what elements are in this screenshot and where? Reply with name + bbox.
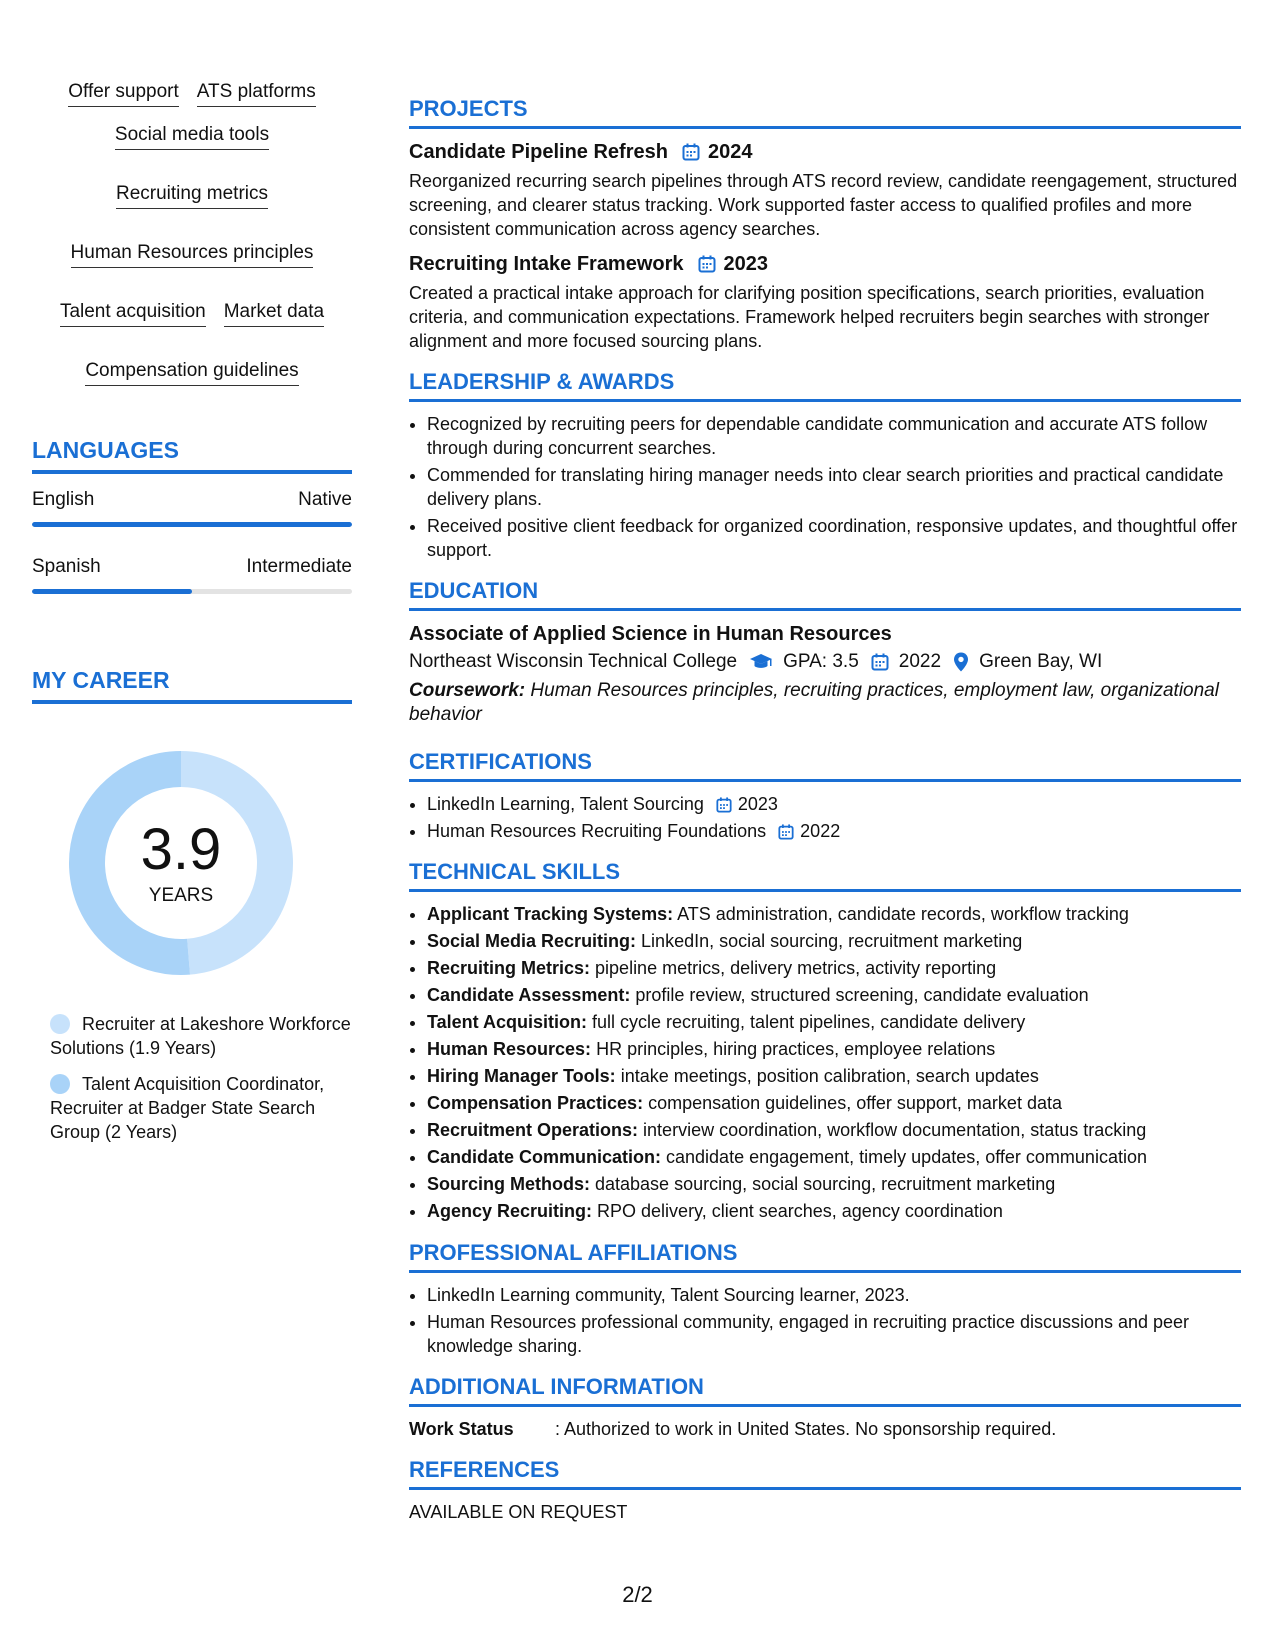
- skill-tag: Compensation guidelines: [85, 359, 298, 386]
- left-column: [32, 80, 352, 1156]
- skill-text: HR principles, hiring practices, employee relations: [591, 1039, 996, 1059]
- references-section: [409, 1457, 1241, 1524]
- language-proficiency-fill: [32, 589, 192, 594]
- certification-year: 2023: [737, 794, 778, 814]
- list-item: [427, 1199, 1241, 1224]
- affiliations-list: [409, 1283, 1241, 1358]
- affiliations-heading: PROFESSIONAL AFFILIATIONS: [409, 1240, 1241, 1273]
- skill-text: database sourcing, social sourcing, recruitment marketing: [590, 1174, 1056, 1194]
- list-item: [427, 1064, 1241, 1089]
- career-total-years: 3.9: [140, 817, 222, 882]
- list-item: [427, 1172, 1241, 1197]
- certifications-heading: CERTIFICATIONS: [409, 749, 1241, 782]
- education-section: [409, 578, 1241, 727]
- calendar-icon: [716, 797, 732, 813]
- skill-text: compensation guidelines, offer support, market data: [643, 1093, 1062, 1113]
- career-role-label: Talent Acquisition Coordinator, Recruiter at Badger State Search Group (2 Years): [50, 1074, 325, 1142]
- skill-text: ATS administration, candidate records, workflow tracking: [673, 904, 1129, 924]
- certifications-section: [409, 749, 1241, 843]
- list-item: • Human Resources professional community, engaged in recruiting practice discussions and peer knowledge sharing.: [427, 1310, 1241, 1358]
- skill-text: intake meetings, position calibration, search updates: [615, 1066, 1039, 1086]
- list-item: [427, 902, 1241, 927]
- career-legend-item: [50, 1012, 352, 1060]
- list-item: • Recognized by recruiting peers for dependable candidate communication and accurate ATS follow through during concurrent searches.: [427, 412, 1241, 460]
- calendar-icon: [698, 255, 716, 273]
- project-description: Created a practical intake approach for clarifying position specifications, search priorities, evaluation criteria, and communication expectations. Framework helped recruiters begin searches with stronger alignment and more focused sourcing plans.: [409, 283, 1210, 351]
- career-section: [32, 666, 352, 1144]
- career-legend-item: [50, 1072, 352, 1144]
- right-column: [409, 96, 1241, 1540]
- skill-label: Candidate Communication:: [427, 1147, 662, 1167]
- calendar-icon: [778, 824, 794, 840]
- leadership-list: [409, 412, 1241, 562]
- affiliations-section: [409, 1240, 1241, 1358]
- language-level: Intermediate: [246, 556, 352, 577]
- legend-dot-icon: [50, 1074, 70, 1094]
- coursework-text: Human Resources principles, recruiting practices, employment law, organizational behavior: [409, 680, 1219, 725]
- project-title: Candidate Pipeline Refresh: [409, 141, 668, 163]
- skill-label: Compensation Practices:: [427, 1093, 644, 1113]
- skill-tag: Human Resources principles: [71, 241, 314, 268]
- list-item: [427, 1091, 1241, 1116]
- list-item: [427, 1010, 1241, 1035]
- references-heading: REFERENCES: [409, 1457, 1241, 1490]
- skill-label: Recruiting Metrics:: [427, 958, 591, 978]
- projects-heading: PROJECTS: [409, 96, 1241, 129]
- skill-text: RPO delivery, client searches, agency coordination: [592, 1201, 1003, 1221]
- list-item: [427, 819, 1241, 843]
- education-coursework: [409, 679, 1241, 727]
- skill-text: candidate engagement, timely updates, offer communication: [661, 1147, 1147, 1167]
- skill-tag: Recruiting metrics: [116, 182, 268, 209]
- language-name: English: [32, 489, 95, 510]
- career-legend: [32, 1012, 352, 1144]
- additional-info-section: [409, 1374, 1241, 1441]
- skill-label: Human Resources:: [427, 1039, 592, 1059]
- education-school: Northeast Wisconsin Technical College: [409, 651, 738, 672]
- education-year: 2022: [898, 651, 942, 672]
- list-item: [427, 929, 1241, 954]
- career-heading: MY CAREER: [32, 666, 352, 704]
- list-item: [427, 792, 1241, 816]
- skill-tag: ATS platforms: [197, 80, 316, 107]
- education-location: Green Bay, WI: [979, 651, 1103, 672]
- language-level: Native: [298, 489, 352, 510]
- skill-label: Sourcing Methods:: [427, 1174, 590, 1194]
- certification-year: 2022: [800, 821, 841, 841]
- references-text: AVAILABLE ON REQUEST: [409, 1502, 628, 1522]
- skill-tag: Talent acquisition: [60, 300, 206, 327]
- legend-dot-icon: [50, 1014, 70, 1034]
- career-donut-chart: [66, 748, 296, 978]
- project-title: Recruiting Intake Framework: [409, 253, 684, 275]
- language-proficiency-bar: [32, 589, 352, 594]
- coursework-label: Coursework:: [409, 680, 526, 701]
- skill-label: Recruitment Operations:: [427, 1120, 639, 1140]
- work-status-value: : Authorized to work in United States. No sponsorship required.: [555, 1419, 1057, 1439]
- calendar-icon: [682, 143, 700, 161]
- technical-skills-heading: TECHNICAL SKILLS: [409, 859, 1241, 892]
- skill-text: full cycle recruiting, talent pipelines, candidate delivery: [587, 1012, 1026, 1032]
- skill-label: Candidate Assessment:: [427, 985, 631, 1005]
- certification-name: LinkedIn Learning, Talent Sourcing: [427, 794, 704, 814]
- certifications-list: [409, 792, 1241, 843]
- list-item: • Received positive client feedback for organized coordination, responsive updates, and thoughtful offer support.: [427, 514, 1241, 562]
- list-item: • LinkedIn Learning community, Talent Sourcing learner, 2023.: [427, 1283, 1241, 1307]
- language-name: Spanish: [32, 556, 101, 577]
- language-proficiency-bar: [32, 522, 352, 527]
- skill-label: Applicant Tracking Systems:: [427, 904, 674, 924]
- languages-heading: LANGUAGES: [32, 436, 352, 474]
- language-item: [32, 555, 352, 594]
- list-item: [427, 1145, 1241, 1170]
- location-pin-icon: [953, 652, 969, 672]
- skill-text: LinkedIn, social sourcing, recruitment marketing: [636, 931, 1023, 951]
- languages-section: [32, 436, 352, 594]
- skill-tag: Market data: [224, 300, 324, 327]
- career-years-unit: YEARS: [148, 885, 214, 906]
- skill-tags: [32, 80, 352, 386]
- leadership-section: [409, 369, 1241, 562]
- career-role-label: Recruiter at Lakeshore Workforce Solutions (1.9 Years): [50, 1014, 351, 1058]
- language-item: [32, 488, 352, 527]
- education-gpa: GPA: 3.5: [783, 651, 859, 672]
- page-number: 2/2: [622, 1582, 653, 1607]
- certification-name: Human Resources Recruiting Foundations: [427, 821, 767, 841]
- project-description: Reorganized recurring search pipelines through ATS record review, candidate reengagement, structured screening, and clearer status tracking. Work supported faster access to qualified profiles and more consistent communication across agency searches.: [409, 171, 1238, 239]
- education-heading: EDUCATION: [409, 578, 1241, 611]
- skill-text: pipeline metrics, delivery metrics, activity reporting: [590, 958, 997, 978]
- skill-tag: Offer support: [68, 80, 179, 107]
- skill-label: Talent Acquisition:: [427, 1012, 587, 1032]
- project-year: 2023: [723, 253, 769, 275]
- technical-skills-list: [409, 902, 1241, 1224]
- skill-text: profile review, structured screening, candidate evaluation: [630, 985, 1089, 1005]
- project-item: [409, 251, 1241, 353]
- education-degree: Associate of Applied Science in Human Resources: [409, 623, 892, 645]
- list-item: [427, 1118, 1241, 1143]
- list-item: [427, 983, 1241, 1008]
- skill-tag: Social media tools: [115, 123, 269, 150]
- projects-section: [409, 96, 1241, 353]
- skill-text: interview coordination, workflow documentation, status tracking: [638, 1120, 1147, 1140]
- project-year: 2024: [707, 141, 753, 163]
- skill-label: Agency Recruiting:: [427, 1201, 593, 1221]
- project-item: [409, 139, 1241, 241]
- work-status-label: Work Status: [409, 1419, 514, 1439]
- list-item: [427, 1037, 1241, 1062]
- skill-label: Social Media Recruiting:: [427, 931, 637, 951]
- technical-skills-section: [409, 859, 1241, 1224]
- graduation-cap-icon: [749, 653, 773, 671]
- skill-label: Hiring Manager Tools:: [427, 1066, 616, 1086]
- leadership-heading: LEADERSHIP & AWARDS: [409, 369, 1241, 402]
- calendar-icon: [871, 653, 889, 671]
- list-item: [427, 956, 1241, 981]
- language-proficiency-fill: [32, 522, 352, 527]
- list-item: • Commended for translating hiring manager needs into clear search priorities and practical candidate delivery plans.: [427, 463, 1241, 511]
- additional-info-heading: ADDITIONAL INFORMATION: [409, 1374, 1241, 1407]
